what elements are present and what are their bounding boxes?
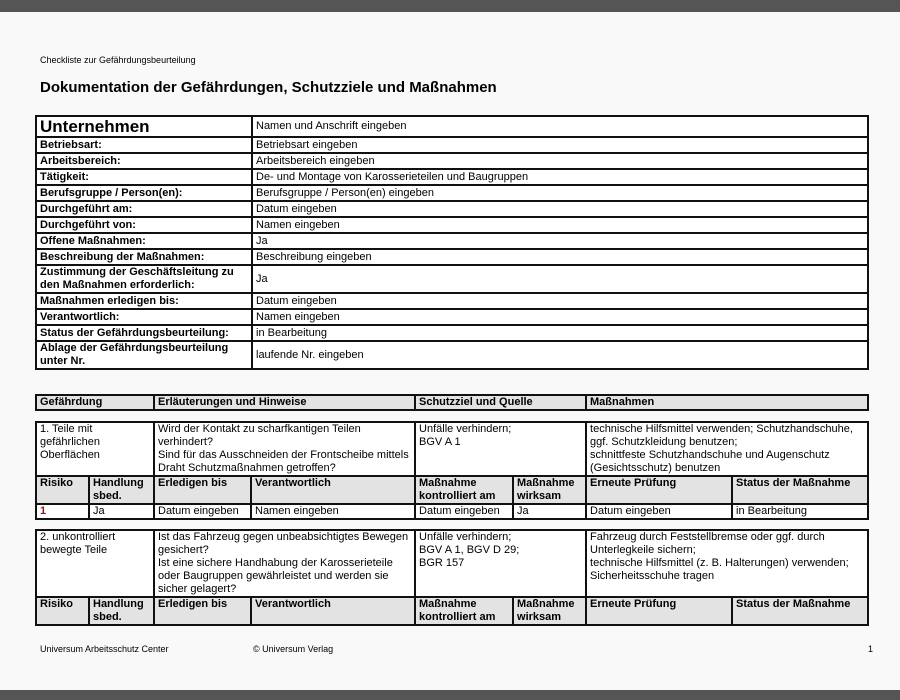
- hazard-notes: Ist das Fahrzeug gegen unbeabsichtigtes Bewegen gesichert? Ist eine sichere Handhabung der Karosserieteile oder Baugruppen gewährleistet und werden sie sicher gelagert?: [154, 530, 415, 597]
- row-value[interactable]: Betriebsart eingeben: [252, 137, 868, 153]
- subcol-header: Verantwortlich: [251, 597, 415, 625]
- hazard-name: 2. unkontrolliert bewegte Teile: [36, 530, 154, 597]
- row-label: Betriebsart:: [36, 137, 252, 153]
- top-bar: [0, 0, 900, 12]
- subcol-header: Erledigen bis: [154, 597, 251, 625]
- doc-subtitle: Checkliste zur Gefährdungsbeurteilung: [40, 55, 196, 65]
- row-value[interactable]: in Bearbeitung: [252, 325, 868, 341]
- row-value[interactable]: Namen eingeben: [252, 309, 868, 325]
- row-label: Durchgeführt von:: [36, 217, 252, 233]
- row-label: Beschreibung der Maßnahmen:: [36, 249, 252, 265]
- company-row: [36, 201, 868, 217]
- subcol-header: Status der Maßnahme: [732, 597, 868, 625]
- row-label: Verantwortlich:: [36, 309, 252, 325]
- hazard-block: [35, 421, 869, 520]
- company-row: [36, 293, 868, 309]
- hazard-block: [35, 529, 869, 626]
- row-value[interactable]: De- und Montage von Karosserieteilen und Baugruppen: [252, 169, 868, 185]
- row-value[interactable]: Datum eingeben: [252, 293, 868, 309]
- subcol-header: Risiko: [36, 597, 89, 625]
- hazard-goal: Unfälle verhindern; BGV A 1, BGV D 29; BGR 157: [415, 530, 586, 597]
- col-schutzziel: Schutzziel und Quelle: [415, 395, 586, 410]
- hazard-notes: Wird der Kontakt zu scharfkantigen Teilen verhindert? Sind für das Ausschneiden der Frontscheibe mittels Draht Schutzmaßnahmen getroffen?: [154, 422, 415, 476]
- company-label: Unternehmen: [36, 116, 252, 137]
- company-row: [36, 233, 868, 249]
- subcol-header: Status der Maßnahme: [732, 476, 868, 504]
- hazard-value[interactable]: Datum eingeben: [586, 504, 732, 519]
- company-row: [36, 325, 868, 341]
- company-table: [35, 115, 869, 370]
- row-value[interactable]: Ja: [252, 233, 868, 249]
- subcol-header: Risiko: [36, 476, 89, 504]
- page-number: 1: [868, 644, 874, 654]
- subcol-header: Verantwortlich: [251, 476, 415, 504]
- subcol-header: Erneute Prüfung: [586, 597, 732, 625]
- subcol-header: Handlung sbed.: [89, 476, 154, 504]
- hazard-measures: technische Hilfsmittel verwenden; Schutzhandschuhe, ggf. Schutzkleidung benutzen; schnittfeste Schutzhandschuhe und Augenschutz (Gesichtsschutz) benutzen: [586, 422, 868, 476]
- subcol-header: Maßnahme kontrolliert am: [415, 476, 513, 504]
- hazard-value[interactable]: Datum eingeben: [415, 504, 513, 519]
- company-row: [36, 217, 868, 233]
- hazard-value[interactable]: in Bearbeitung: [732, 504, 868, 519]
- hazard-name: 1. Teile mit gefährlichen Oberflächen: [36, 422, 154, 476]
- row-label: Offene Maßnahmen:: [36, 233, 252, 249]
- row-label: Tätigkeit:: [36, 169, 252, 185]
- col-erlaeuterungen: Erläuterungen und Hinweise: [154, 395, 415, 410]
- hazard-value[interactable]: Datum eingeben: [154, 504, 251, 519]
- footer-left: Universum Arbeitsschutz Center: [40, 644, 169, 654]
- company-row: [36, 185, 868, 201]
- hazard-header: [35, 394, 869, 411]
- company-row: [36, 137, 868, 153]
- hazard-value[interactable]: Namen eingeben: [251, 504, 415, 519]
- row-value[interactable]: Arbeitsbereich eingeben: [252, 153, 868, 169]
- subcol-header: Erneute Prüfung: [586, 476, 732, 504]
- subcol-header: Maßnahme wirksam: [513, 476, 586, 504]
- risk-value[interactable]: 1: [36, 504, 89, 519]
- hazard-value[interactable]: Ja: [89, 504, 154, 519]
- row-label: Ablage der Gefährdungsbeurteilung unter Nr.: [36, 341, 252, 369]
- row-value[interactable]: Beschreibung eingeben: [252, 249, 868, 265]
- footer-center: © Universum Verlag: [253, 644, 334, 654]
- company-row: [36, 153, 868, 169]
- row-label: Zustimmung der Geschäftsleitung zu den Maßnahmen erforderlich:: [36, 265, 252, 293]
- col-massnahmen: Maßnahmen: [586, 395, 868, 410]
- subcol-header: Erledigen bis: [154, 476, 251, 504]
- row-label: Arbeitsbereich:: [36, 153, 252, 169]
- row-value[interactable]: Datum eingeben: [252, 201, 868, 217]
- row-label: Durchgeführt am:: [36, 201, 252, 217]
- company-row: [36, 169, 868, 185]
- row-label: Status der Gefährdungsbeurteilung:: [36, 325, 252, 341]
- doc-title: Dokumentation der Gefährdungen, Schutzziele und Maßnahmen: [40, 79, 497, 96]
- company-row: [36, 265, 868, 293]
- row-value[interactable]: Berufsgruppe / Person(en) eingeben: [252, 185, 868, 201]
- col-gefaehrdung: Gefährdung: [36, 395, 154, 410]
- hazard-measures: Fahrzeug durch Feststellbremse oder ggf. durch Unterlegkeile sichern; technische Hilfsmittel (z. B. Halterungen) verwenden; Sicherheitsschuhe tragen: [586, 530, 868, 597]
- hazard-goal: Unfälle verhindern; BGV A 1: [415, 422, 586, 476]
- subcol-header: Maßnahme kontrolliert am: [415, 597, 513, 625]
- company-row: [36, 341, 868, 369]
- company-value[interactable]: Namen und Anschrift eingeben: [252, 116, 868, 137]
- company-row: [36, 249, 868, 265]
- row-label: Maßnahmen erledigen bis:: [36, 293, 252, 309]
- row-value[interactable]: Namen eingeben: [252, 217, 868, 233]
- subcol-header: Maßnahme wirksam: [513, 597, 586, 625]
- row-value[interactable]: laufende Nr. eingeben: [252, 341, 868, 369]
- company-row: [36, 309, 868, 325]
- row-value[interactable]: Ja: [252, 265, 868, 293]
- row-label: Berufsgruppe / Person(en):: [36, 185, 252, 201]
- hazard-value[interactable]: Ja: [513, 504, 586, 519]
- bottom-bar: [0, 690, 900, 700]
- subcol-header: Handlung sbed.: [89, 597, 154, 625]
